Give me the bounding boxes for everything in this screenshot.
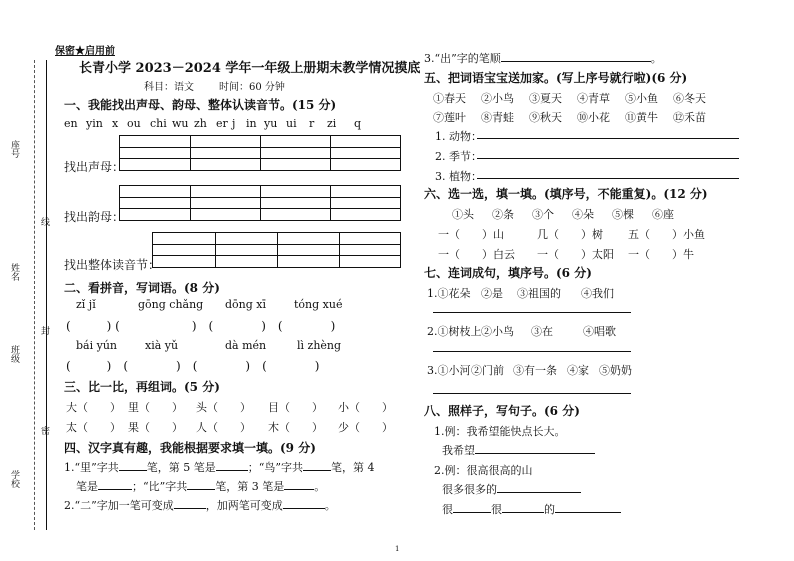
word-row1: ①春天 ②小鸟 ③夏天 ④青草 ⑤小鱼 ⑥冬天: [433, 92, 706, 105]
section3-title: 三、比一比，再组词。(5 分): [64, 380, 220, 394]
q4-1-line2: 笔是 ；“比”字共 笔，第 3 笔是 。: [76, 480, 326, 493]
measure-row2-3[interactable]: 一（ ）牛: [628, 248, 694, 261]
measure-row1-2[interactable]: 几（ ）树: [537, 228, 603, 241]
pinyin-letter: er: [216, 117, 228, 130]
category-seasons-label: 2. 季节：: [435, 150, 482, 163]
example2: 2.例：很高很高的山: [434, 464, 533, 477]
pinyin-bai-yun: bái yún: [76, 339, 117, 352]
compare-row1-3[interactable]: 头（ ）: [196, 401, 251, 414]
pinyin-letter: j: [232, 117, 236, 130]
class-label: 班级: [9, 345, 19, 363]
whole-syllables-label: 找出整体读音节：: [64, 258, 161, 272]
category-animals-answer-line[interactable]: [477, 138, 739, 139]
sentence2-answer-line[interactable]: [433, 351, 631, 352]
initials-label: 找出声母：: [64, 160, 125, 174]
compare-row2-2[interactable]: 果（ ）: [128, 421, 183, 434]
page-number: 1: [395, 545, 400, 553]
whole-syllables-writing-grid[interactable]: [152, 232, 401, 268]
pinyin-letter: yin: [86, 117, 103, 130]
section7-title: 七、连词成句，填序号。(6 分): [424, 266, 592, 280]
pinyin-da-men: dà mén: [225, 339, 267, 352]
example1: 1.例：我希望能快点长大。: [434, 425, 566, 438]
pinyin-letter: ou: [127, 117, 141, 130]
name-label: 姓名: [9, 263, 19, 281]
sentence1-words: 1.①花朵 ②是 ③祖国的 ④我们: [427, 287, 614, 300]
pinyin-letter: x: [112, 117, 119, 130]
example2-pattern: 很 很 的: [442, 501, 621, 517]
pinyin-li-zheng: lì zhèng: [297, 339, 342, 352]
initials-writing-grid[interactable]: [119, 135, 401, 171]
section6-title: 六、选一选，填一填。(填序号，不能重复)。(12 分): [424, 187, 708, 201]
measure-row1-3[interactable]: 五（ ）小鱼: [628, 228, 705, 241]
category-plants-answer-line[interactable]: [477, 178, 739, 179]
pinyin-letter: zi: [327, 117, 337, 130]
compare-row1-4[interactable]: 目（ ）: [268, 401, 323, 414]
compare-row2-4[interactable]: 木（ ）: [268, 421, 323, 434]
finals-label: 找出韵母：: [64, 210, 125, 224]
pinyin-dong-xi: dōng xī: [225, 298, 267, 311]
compare-row2-3[interactable]: 人（ ）: [196, 421, 251, 434]
q4-3: 3.“出”字的笔顺 。: [424, 52, 662, 65]
school-label: 学校: [9, 470, 19, 488]
example1-write: 我希望: [442, 442, 595, 458]
compare-row1-2[interactable]: 里（ ）: [128, 401, 183, 414]
secret-label: 保密★启用前: [55, 46, 115, 57]
answer-parens-row2[interactable]: ( ) ( ) ( ) ( ): [66, 359, 320, 373]
pinyin-zi-ji: zǐ jǐ: [76, 298, 96, 311]
pinyin-letter: en: [64, 117, 78, 130]
sentence1-answer-line[interactable]: [433, 312, 631, 313]
compare-row2-1[interactable]: 太（ ）: [66, 421, 121, 434]
pinyin-letter: q: [354, 117, 362, 130]
compare-row2-5[interactable]: 少（ ）: [338, 421, 393, 434]
example2-write: 很多很多的: [442, 481, 581, 497]
pinyin-tong-xue: tóng xué: [294, 298, 343, 311]
category-animals-label: 1. 动物：: [435, 130, 482, 143]
seat-label: 座号: [9, 140, 19, 158]
time-label: 时间：60 分钟: [219, 82, 285, 93]
section8-title: 八、照样子，写句子。(6 分): [424, 404, 580, 418]
q4-2: 2.“二”字加一笔可变成 ，加两笔可变成 。: [64, 499, 336, 512]
pinyin-gong-chang: gōng chǎng: [138, 298, 204, 311]
sentence2-words: 2.①树枝上②小鸟 ③在 ④唱歌: [427, 325, 616, 338]
binding-mi: 密: [39, 426, 49, 435]
section5-title: 五、把词语宝宝送加家。(写上序号就行啦)(6 分): [424, 71, 688, 85]
sentence3-answer-line[interactable]: [433, 393, 631, 394]
pinyin-letter: ui: [286, 117, 297, 130]
pinyin-letter: in: [246, 117, 257, 130]
pinyin-letter: wu: [172, 117, 189, 130]
finals-writing-grid[interactable]: [119, 185, 401, 221]
subject-label: 科目：语文: [144, 82, 194, 93]
section4-title: 四、汉字真有趣，我能根据要求填一填。(9 分): [64, 441, 316, 455]
measure-word-options: ①头 ②条 ③个 ④朵 ⑤棵 ⑥座: [452, 208, 674, 221]
compare-row1-5[interactable]: 小（ ）: [338, 401, 393, 414]
binding-dashed-line: [34, 60, 35, 530]
answer-parens-row1[interactable]: ( ) ( ) ( ) ( ): [66, 319, 336, 333]
page-title: 长青小学 2023－2024 学年一年级上册期末教学情况摸底: [79, 61, 421, 76]
section1-title: 一、我能找出声母、韵母、整体认读音节。(15 分): [64, 98, 337, 112]
sentence3-words: 3.①小河②门前 ③有一条 ④家 ⑤奶奶: [427, 364, 632, 377]
binding-line: [46, 60, 47, 530]
pinyin-letter: zh: [194, 117, 207, 130]
category-seasons-answer-line[interactable]: [477, 158, 739, 159]
pinyin-xia-yu: xià yǔ: [145, 339, 179, 352]
binding-feng: 封: [39, 326, 49, 335]
measure-row2-2[interactable]: 一（ ）太阳: [537, 248, 614, 261]
pinyin-letter: r: [309, 117, 315, 130]
binding-xian: 线: [39, 217, 49, 226]
pinyin-letter: yu: [264, 117, 278, 130]
category-plants-label: 3. 植物：: [435, 170, 482, 183]
q4-1-line1: 1.“里”字共 笔，第 5 笔是 ；“鸟”字共 笔，第 4: [64, 461, 375, 474]
word-row2: ⑦莲叶 ⑧青蛙 ⑨秋天 ⑩小花 ⑪黄牛 ⑫禾苗: [433, 111, 706, 124]
pinyin-letter: chi: [150, 117, 167, 130]
measure-row1-1[interactable]: 一（ ）山: [438, 228, 504, 241]
measure-row2-1[interactable]: 一（ ）白云: [438, 248, 515, 261]
compare-row1-1[interactable]: 大（ ）: [66, 401, 121, 414]
section2-title: 二、看拼音，写词语。(8 分): [64, 281, 220, 295]
